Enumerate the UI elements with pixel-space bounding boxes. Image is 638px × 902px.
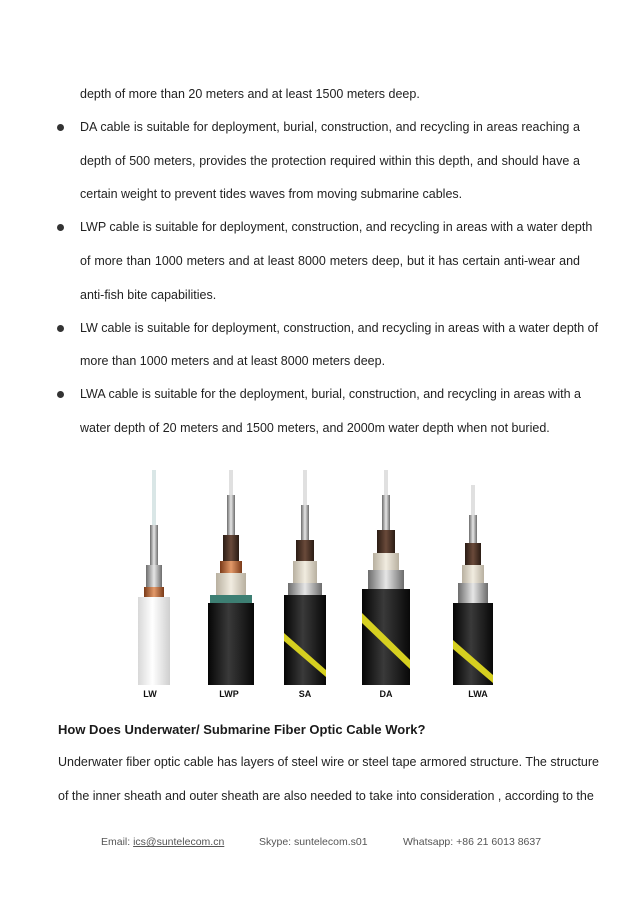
bullet-icon (57, 224, 64, 231)
cable-label-sa: SA (298, 689, 312, 699)
section-heading: How Does Underwater/ Submarine Fiber Optic Cable Work? (58, 722, 426, 737)
cable-lwp (208, 470, 254, 685)
paragraph-line: depth of 500 meters, provides the protection required within this depth, and should have a (80, 154, 580, 168)
cable-label-lwp: LWP (219, 689, 239, 699)
paragraph-line: Underwater fiber optic cable has layers of steel wire or steel tape armored structure. The structure (58, 755, 599, 769)
paragraph-line: LW cable is suitable for deployment, construction, and recycling in areas with a water depth of (80, 321, 599, 335)
footer-whatsapp: Whatsapp: +86 21 6013 8637 (403, 836, 542, 848)
footer-email-label: Email: (101, 836, 134, 848)
cable-lwa (453, 485, 493, 685)
email-link[interactable]: ics@suntelecom.cn (133, 836, 225, 848)
cable-da (362, 470, 410, 685)
paragraph-line: more than 1000 meters and at least 8000 meters deep. (80, 354, 386, 368)
cable-figure (130, 465, 520, 695)
bullet-icon (57, 391, 64, 398)
paragraph-line: of more than 1000 meters and at least 8000 meters deep, but it has certain anti-wear and (80, 254, 580, 268)
paragraph-line: DA cable is suitable for deployment, burial, construction, and recycling in areas reaching a (80, 120, 580, 134)
cable-label-da: DA (379, 689, 393, 699)
paragraph-line: depth of more than 20 meters and at least 1500 meters deep. (80, 87, 420, 101)
footer-email (101, 836, 224, 848)
paragraph-line: certain weight to prevent tides waves from moving submarine cables. (80, 187, 463, 201)
cable-label-lw: LW (143, 689, 157, 699)
cable-lw (138, 470, 170, 685)
paragraph-line: LWA cable is suitable for the deployment, burial, construction, and recycling in areas with a (80, 387, 581, 401)
paragraph-line: of the inner sheath and outer sheath are also needed to take into consideration , according to the (58, 789, 594, 803)
cable-sa (284, 470, 326, 685)
bullet-icon (57, 124, 64, 131)
footer-skype: Skype: suntelecom.s01 (259, 836, 368, 848)
cable-label-lwa: LWA (468, 689, 488, 699)
paragraph-line: anti-fish bite capabilities. (80, 288, 217, 302)
bullet-icon (57, 325, 64, 332)
paragraph-line: LWP cable is suitable for deployment, construction, and recycling in areas with a water depth (80, 220, 593, 234)
paragraph-line: water depth of 20 meters and 1500 meters, and 2000m water depth when not buried. (80, 421, 550, 435)
